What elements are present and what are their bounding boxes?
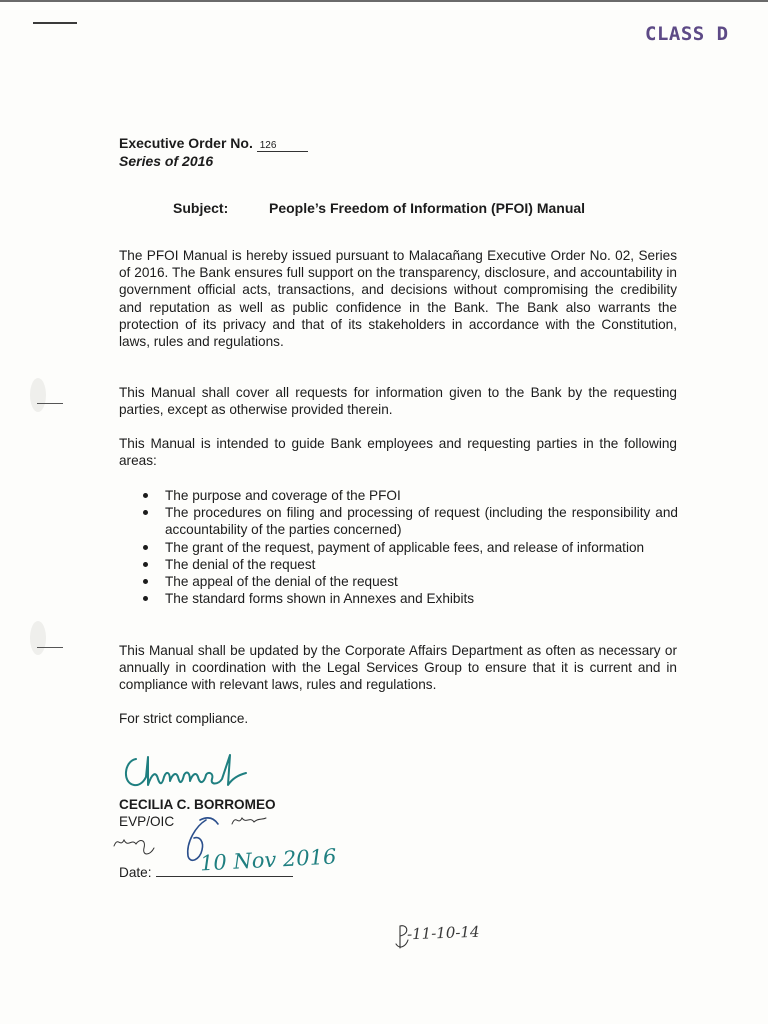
list-item: The denial of the request bbox=[140, 556, 678, 573]
list-item: The procedures on filing and processing of request (including the responsibility and accountability of the parties concerned) bbox=[140, 504, 678, 538]
corner-pen-mark bbox=[33, 22, 77, 24]
pen-initial-mark bbox=[110, 830, 158, 860]
body-paragraph: For strict compliance. bbox=[119, 711, 249, 726]
page-top-rule bbox=[0, 0, 768, 2]
eo-number: 126 bbox=[257, 140, 308, 152]
handwritten-signature bbox=[118, 745, 268, 795]
subject-title: People’s Freedom of Information (PFOI) Manual bbox=[269, 200, 586, 216]
list-item: The standard forms shown in Annexes and Exhibits bbox=[140, 590, 678, 607]
punch-hole bbox=[30, 378, 46, 412]
class-stamp: CLASS D bbox=[645, 23, 729, 45]
eo-series: Series of 2016 bbox=[119, 153, 214, 169]
handwritten-date: 10 Nov 2016 bbox=[199, 844, 337, 876]
pen-initial-mark bbox=[228, 812, 270, 828]
body-paragraph: This Manual is intended to guide Bank employees and requesting parties in the following areas: bbox=[119, 436, 677, 469]
signatory-title: EVP/OIC bbox=[119, 814, 175, 830]
body-paragraph: This Manual shall cover all requests for information given to the Bank by the requesting parties, except as otherwise provided therein. bbox=[119, 385, 677, 418]
body-paragraph: This Manual shall be updated by the Corporate Affairs Department as often as necessary or annually in coordination with the Legal Services Group to ensure that it is current and in compliance with relevant laws, rules and regulations. bbox=[119, 643, 677, 693]
areas-list bbox=[140, 487, 678, 607]
punch-mark bbox=[37, 647, 63, 648]
handwritten-note: -11-10-14 bbox=[406, 922, 480, 944]
signatory-name: CECILIA C. BORROMEO bbox=[119, 797, 276, 812]
punch-mark bbox=[37, 403, 63, 404]
date-label: Date: bbox=[119, 865, 152, 880]
list-item: The grant of the request, payment of applicable fees, and release of information bbox=[140, 539, 678, 556]
eo-label: Executive Order No. bbox=[119, 135, 253, 151]
subject-line bbox=[173, 200, 585, 216]
body-paragraph: The PFOI Manual is hereby issued pursuant to Malacañang Executive Order No. 02, Series of 2016. The Bank ensures full support on the transparency, disclosure, and accountability in government official acts, transactions, and decisions without compromising the credibility and reputation as well as public confidence in the Bank. The Bank also warrants the protection of its privacy and that of its stakeholders in accordance with the Constitution, laws, rules and regulations. bbox=[119, 248, 677, 350]
list-item: The purpose and coverage of the PFOI bbox=[140, 487, 678, 504]
list-item: The appeal of the denial of the request bbox=[140, 573, 678, 590]
subject-label: Subject: bbox=[173, 200, 229, 216]
punch-hole bbox=[30, 621, 46, 655]
executive-order-header bbox=[119, 134, 308, 170]
